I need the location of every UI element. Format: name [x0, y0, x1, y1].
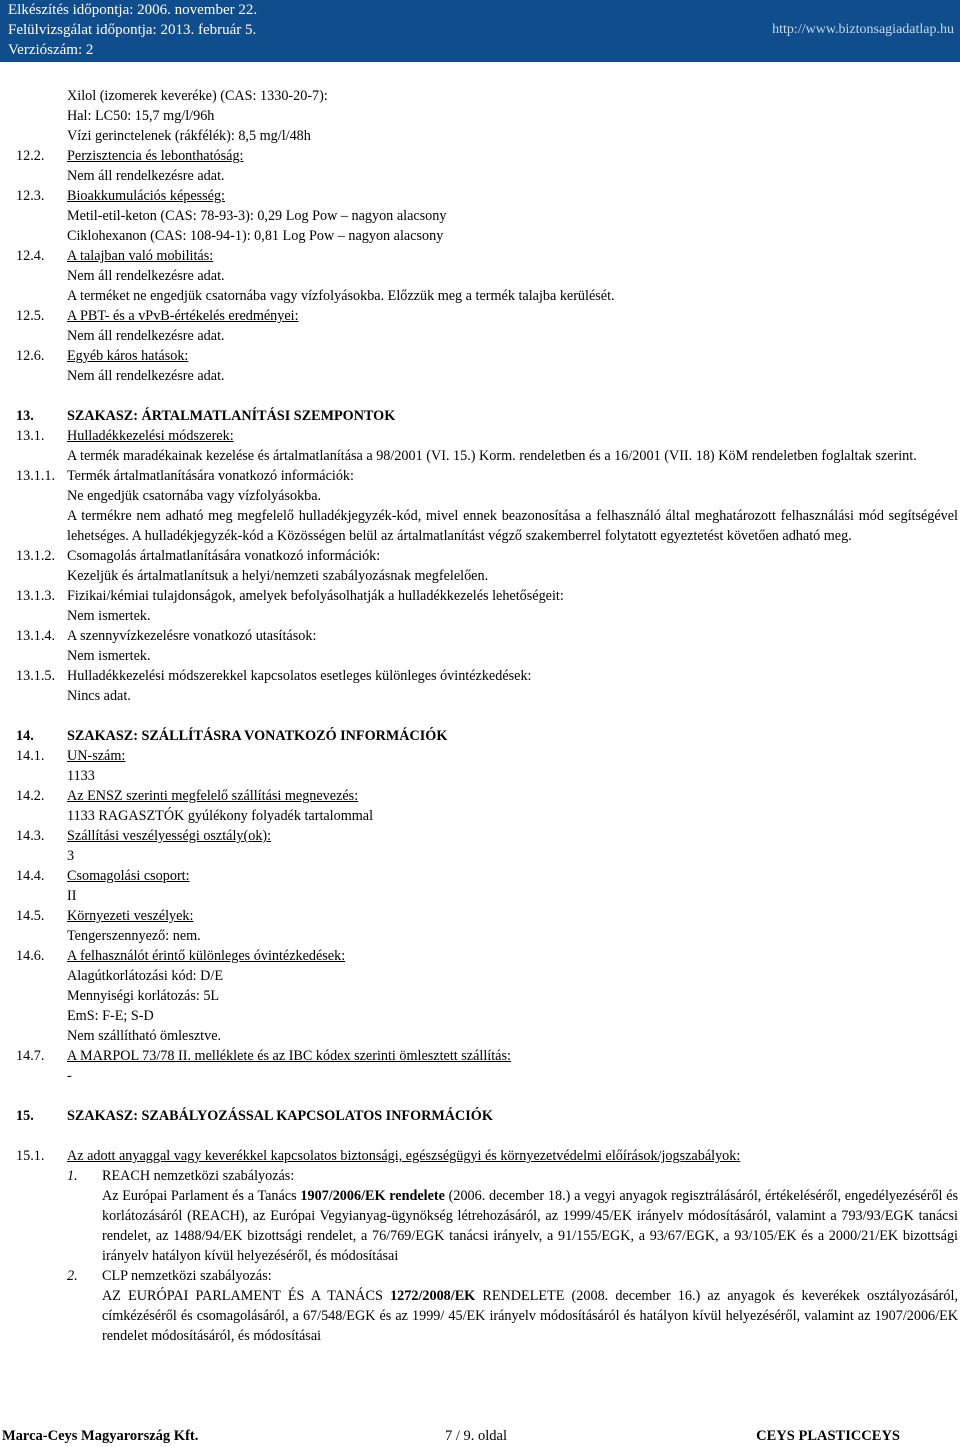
subsection-title: Hulladékkezelési módszerekkel kapcsolatos esetleges különleges óvintézkedések:	[67, 668, 532, 684]
website-link[interactable]: http://www.biztonsagiadatlap.hu	[772, 22, 954, 37]
section-number: 14.6.	[16, 948, 45, 964]
subsection-title: A szennyvízkezelésre vonatkozó utasítások:	[67, 628, 317, 644]
page-number: 7 / 9. oldal	[445, 1428, 508, 1444]
section-number: 14.1.	[16, 748, 45, 764]
subsection-title: Fizikai/kémiai tulajdonságok, amelyek befolyásolhatják a hulladékkezelés lehetőségeit:	[67, 588, 564, 604]
xilol-fish: Hal: LC50: 15,7 mg/l/96h	[67, 108, 215, 124]
subsection-title: Az ENSZ szerinti megfelelő szállítási megnevezés:	[67, 788, 359, 804]
subsection-value: Nem szállítható ömlesztve.	[67, 1028, 222, 1044]
section-number: 12.6.	[16, 348, 45, 364]
company-name: Marca-Ceys Magyarország Kft.	[2, 1428, 199, 1444]
section-number: 12.5.	[16, 308, 45, 324]
subsection-value: Nem ismertek.	[67, 648, 151, 664]
item-title: REACH nemzetközi szabályozás:	[102, 1168, 295, 1184]
subsection-value: Mennyiségi korlátozás: 5L	[67, 988, 220, 1004]
section-number: 14.5.	[16, 908, 45, 924]
section-number: 12.2.	[16, 148, 45, 164]
section-title: SZAKASZ: SZÁLLÍTÁSRA VONATKOZÓ INFORMÁCIÓK	[67, 728, 448, 744]
version-number: Verziószám: 2	[8, 42, 94, 58]
subsection-value: EmS: F-E; S-D	[67, 1008, 154, 1024]
section-number: 13.1.1.	[16, 468, 56, 484]
section-number: 13.1.5.	[16, 668, 56, 684]
subsection-title: Termék ártalmatlanítására vonatkozó információk:	[67, 468, 354, 484]
subsection-title: Perzisztencia és lebonthatóság:	[67, 148, 244, 164]
revision-date: Felülvizsgálat időpontja: 2013. február 5.	[8, 22, 257, 38]
item-text: AZ EURÓPAI PARLAMENT ÉS A TANÁCS 1272/2008/EK RENDELETE (2008. december 16.) az anyagok és keverékek osztályozásáról, címkézéséről és csomagolásáról, a 67/548/EGK és az 1999/ 45/EK irányelv módosításáról és hatályon kívül helyezéséről, valamint az 1907/2006/EK rendelet módosításáról, és módosításai	[102, 1288, 958, 1344]
subsection-title: Egyéb káros hatások:	[67, 348, 189, 364]
section-number: 13.1.	[16, 428, 45, 444]
document-footer	[0, 1428, 960, 1447]
item-number: 2.	[67, 1268, 78, 1284]
section-title: SZAKASZ: SZABÁLYOZÁSSAL KAPCSOLATOS INFORMÁCIÓK	[67, 1108, 493, 1124]
subsection-value: 1133 RAGASZTÓK gyúlékony folyadék tartalommal	[67, 808, 374, 824]
section-number: 14.	[16, 728, 34, 744]
subsection-title: A felhasználót érintő különleges óvintézkedések:	[67, 948, 346, 964]
subsection-value: 1133	[67, 768, 95, 784]
subsection-value: Nem áll rendelkezésre adat.	[67, 368, 225, 384]
subsection-title: A PBT- és a vPvB-értékelés eredményei:	[67, 308, 299, 324]
subsection-value: A terméket ne engedjük csatornába vagy vízfolyásokba. Előzzük meg a termék talajba kerülését.	[67, 288, 615, 304]
subsection-value: Nem áll rendelkezésre adat.	[67, 328, 225, 344]
subsection-value: Tengerszennyező: nem.	[67, 928, 201, 944]
subsection-value: Kezeljük és ártalmatlanítsuk a helyi/nemzeti szabályozásnak megfelelően.	[67, 568, 489, 584]
subsection-title: Hulladékkezelési módszerek:	[67, 428, 234, 444]
subsection-value: Nem ismertek.	[67, 608, 151, 624]
section-number: 14.2.	[16, 788, 45, 804]
subsection-value: Alagútkorlátozási kód: D/E	[67, 968, 224, 984]
regulation-item	[67, 1166, 959, 1266]
subsection-title: Bioakkumulációs képesség:	[67, 188, 226, 204]
item-text: Az Európai Parlament és a Tanács 1907/2006/EK rendelete (2006. december 18.) a vegyi anyagok regisztrálásáról, értékeléséről, engedélyezéséről és korlátozásáról (REACH), az Európai Vegyianyag-ügynökség létrehozásáról, az 1999/45/EK irányelv módosításáról, valamint a 793/93/EGK tanácsi rendelet, az 1488/94/EK bizottsági rendelet, a 76/769/EGK tanácsi irányelv, a 91/155/EGK, a 93/67/EGK, a 93/105/EK és a 2000/21/EK bizottsági irányelv hatályon kívül helyezéséről, és módosításai	[102, 1188, 959, 1264]
section-number: 13.1.4.	[16, 628, 56, 644]
section-number: 15.	[16, 1108, 34, 1124]
subsection-value: II	[67, 888, 77, 904]
document-header	[0, 0, 960, 62]
subsection-value: Nem áll rendelkezésre adat.	[67, 268, 225, 284]
item-number: 1.	[67, 1168, 78, 1184]
subsection-value: A termékre nem adható meg megfelelő hulladékjegyzék-kód, mivel ennek beazonosítása a felhasználó által meghatározott felhasználási mód segítségével lehetséges. A hulladékjegyzék-kód a Közösségen belül az ártalmatlanítást végző szakemberrel folytatott egyeztetést követően adható meg.	[67, 508, 958, 544]
document-body	[0, 86, 960, 1346]
preparation-date: Elkészítés időpontja: 2006. november 22.	[8, 2, 258, 18]
section-number: 12.4.	[16, 248, 45, 264]
subsection-title: Az adott anyaggal vagy keverékkel kapcsolatos biztonsági, egészségügyi és környezetvédelmi előírások/jogszabályok:	[67, 1148, 741, 1164]
section-title: SZAKASZ: ÁRTALMATLANÍTÁSI SZEMPONTOK	[67, 408, 396, 424]
xilol-title: Xilol (izomerek keveréke) (CAS: 1330-20-7):	[67, 88, 328, 104]
section-number: 14.4.	[16, 868, 45, 884]
subsection-title: A talajban való mobilitás:	[67, 248, 214, 264]
section-number: 14.7.	[16, 1048, 45, 1064]
subsection-value: -	[67, 1068, 72, 1084]
subsection-value: Nincs adat.	[67, 688, 131, 704]
subsection-value: Ne engedjük csatornába vagy vízfolyásokba.	[67, 488, 322, 504]
subsection-value: 3	[67, 848, 75, 864]
section-number: 13.1.2.	[16, 548, 56, 564]
product-name: CEYS PLASTICCEYS	[756, 1428, 900, 1444]
subsection-title: Csomagolási csoport:	[67, 868, 190, 884]
subsection-title: UN-szám:	[67, 748, 126, 764]
xilol-crustacean: Vízi gerinctelenek (rákfélék): 8,5 mg/l/48h	[67, 128, 311, 144]
section-number: 13.1.3.	[16, 588, 56, 604]
subsection-value: Ciklohexanon (CAS: 108-94-1): 0,81 Log Pow – nagyon alacsony	[67, 228, 444, 244]
section-number: 12.3.	[16, 188, 45, 204]
subsection-title: Szállítási veszélyességi osztály(ok):	[67, 828, 272, 844]
section-number: 15.1.	[16, 1148, 45, 1164]
regulation-item	[67, 1266, 958, 1346]
section-number: 14.3.	[16, 828, 45, 844]
subsection-title: Csomagolás ártalmatlanítására vonatkozó információk:	[67, 548, 381, 564]
subsection-value: A termék maradékainak kezelése és ártalmatlanítása a 98/2001 (VI. 15.) Korm. rendeletben és a 16/2001 (VII. 18) KöM rendeletben foglaltak szerint.	[67, 448, 917, 464]
subsection-value: Nem áll rendelkezésre adat.	[67, 168, 225, 184]
section-number: 13.	[16, 408, 34, 424]
subsection-value: Metil-etil-keton (CAS: 78-93-3): 0,29 Log Pow – nagyon alacsony	[67, 208, 447, 224]
subsection-title: Környezeti veszélyek:	[67, 908, 194, 924]
item-title: CLP nemzetközi szabályozás:	[102, 1268, 272, 1284]
subsection-title: A MARPOL 73/78 II. melléklete és az IBC kódex szerinti ömlesztett szállítás:	[67, 1048, 511, 1064]
